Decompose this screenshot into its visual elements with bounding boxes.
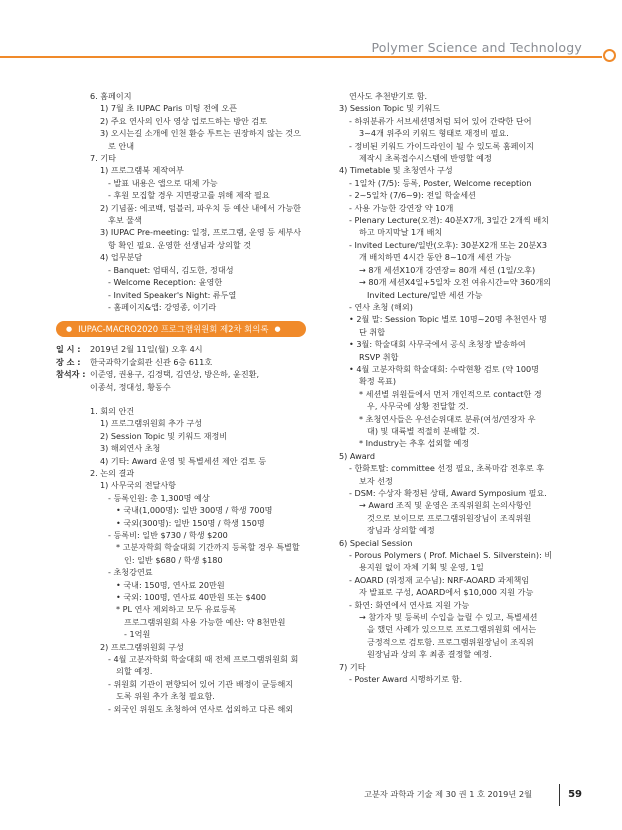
text-line: • 국내(1,000명): 일반 300명 / 학생 700명 [116,505,273,516]
banner-title: IUPAC-MACRO2020 프로그램위원회 제2차 회의록 [78,324,269,335]
meeting-info-row [56,343,335,355]
text-line: - 정비된 키워드 가이드라인이 될 수 있도록 홈페이지 [349,140,535,151]
text-line: 개 배치하면 4시간 동안 8~10개 세션 가능 [359,252,512,263]
info-key: 참석자 : [56,369,86,380]
meeting-info-row [56,368,335,380]
text-line: 보자 선정 [359,475,393,486]
text-line: • 국외: 100명, 연사료 40만원 또는 $400 [116,592,267,603]
text-line: - 홈페이지&앱: 강영종, 이기라 [108,301,217,312]
text-line: → 8개 세션X10개 강연장= 80개 세션 (1일/오후) [359,264,536,275]
text-line: 7. 기타 [90,153,116,164]
text-line: - 4월 고분자학회 학술대회 때 전체 프로그램위원회 회 [108,654,299,665]
text-line: 프로그램위원회 사용 가능한 예산: 약 8천만원 [124,616,286,627]
text-line: 4) 업무분담 [100,252,143,263]
left-column [56,90,335,715]
text-line: 1. 회의 안건 [90,405,135,416]
text-line: - 후원 모집할 경우 지면광고를 위해 제작 필요 [108,190,270,201]
text-line: 3) Session Topic 및 키워드 [339,103,441,114]
header-title: Polymer Science and Technology [371,40,582,55]
text-line: 1) 프로그램위원회 추가 구성 [100,418,203,429]
text-line: - Invited Lecture/일반(오후): 30분X2개 또는 20분X3 [349,239,547,250]
text-line: - Plenary Lecture(오전): 40분X7개, 3일간 2개씩 배치 [349,215,549,226]
info-value: 이준영, 권용구, 김경택, 김연상, 방은하, 윤진환, [90,369,260,380]
text-line: - DSM: 수상자 확정된 상태, Award Symposium 필요. [349,488,547,498]
text-line: * 세션별 위원들에서 먼저 개인적으로 contact한 경 [359,388,542,399]
text-line: 하고 마지막날 1개 배치 [359,227,443,238]
text-line: 2) 주요 연사의 인사 영상 업로드하는 방안 검토 [100,115,268,126]
text-line: - 1억원 [124,629,151,640]
text-line: 인: 일반 $680 / 학생 $180 [124,554,223,565]
text-line: • 국외(300명): 일반 150명 / 학생 150명 [116,517,265,528]
minutes-part-2 [80,405,335,715]
text-line: 자 발표로 구성, AOARD에서 $10,000 지원 가능 [359,587,534,598]
text-line: 3) IUPAC Pre-meeting: 일정, 프로그램, 운영 등 세부사 [100,227,302,238]
text-line: 단 취합 [359,326,386,337]
text-line: 것으로 보이므로 프로그램위원장님이 조직위원 [367,512,532,523]
text-line: 장님과 상의할 예정 [367,525,435,536]
text-line: Invited Lecture/일반 세션 가능 [367,289,483,300]
right-column [339,90,575,686]
text-line: 의할 예정. [116,666,153,677]
text-line: - 한화토탈: committee 선정 필요, 초록마감 전후로 후 [349,463,545,474]
info-key: 장 소 : [56,356,81,367]
info-value: 한국과학기술회관 신관 6층 611호 [90,356,213,367]
text-line: * 초청연사들은 우선순위대로 분류(여성/연장자 우 [359,413,536,424]
text-line: - 연사 초청 (해외) [349,301,413,312]
text-line: 2) 프로그램위원회 구성 [100,641,184,652]
text-line: 연사도 추천받기로 함. [349,91,428,101]
text-line: 1) 사무국의 전달사항 [100,480,177,491]
text-line: * 고분자학회 학술대회 기간까지 등록할 경우 특별할 [116,542,300,553]
text-line: 제작시 초록접수시스템에 반영할 예정 [359,153,492,164]
text-line: 2) 기념품: 에코백, 텀블러, 파우치 등 예산 내에서 가능한 [100,202,301,213]
text-line: - 화연: 화연에서 연사료 지원 가능 [349,599,470,610]
text-line: 7) 기타 [339,661,366,672]
text-line: 6) Special Session [339,537,413,548]
text-line: → 80개 세션X4일+5일차 오전 여유시간=약 360개의 [359,277,552,288]
text-line: - Poster Award 시행하기로 함. [349,674,463,685]
text-line: - 발표 내용은 앱으로 대체 가능 [108,177,218,188]
text-line: 2. 논의 결과 [90,467,135,478]
text-line: 4) Timetable 및 초청연사 구성 [339,165,453,176]
text-line: - 외국인 위원도 초청하여 연사로 섭외하고 다른 해외 [108,703,294,714]
text-line: - 초청강연료 [108,567,153,578]
info-value: 2019년 2월 11일(월) 오후 4시 [90,344,203,355]
text-line: - 2~5일차 (7/6~9): 전일 학술세션 [349,190,476,201]
text-line: - Banquet: 엄태식, 김도한, 정대성 [108,264,234,275]
meeting-info-row [56,356,335,368]
text-line: • 4월 고분자학회 학술대회: 수락현황 검토 (약 100명 [349,363,540,374]
text-line: * PL 연사 제외하고 모두 유료등록 [116,604,237,615]
page-number: 59 [568,789,582,800]
text-line: - Welcome Reception: 윤영한 [108,277,223,288]
text-line: RSVP 취합 [359,351,399,362]
info-value: 이종석, 정대성, 황동수 [90,381,171,392]
text-line: 용지원 없이 자체 기획 및 운영, 1일 [359,562,484,573]
meeting-info-row [56,381,335,393]
text-line: 원장님과 상의 후 최종 결정할 예정. [367,649,492,660]
text-line: - Porous Polymers ( Prof. Michael S. Silverstein): 비 [349,550,553,561]
text-line: 우, 사무국에 상황 전달할 것. [367,401,469,412]
text-line: 2) Session Topic 및 키워드 재정비 [100,430,228,441]
text-line: - Invited Speaker's Night: 류두열 [108,289,237,300]
text-line: 긍정적으로 검토함. 프로그램위원장님이 조직위 [367,636,534,647]
text-line: 3~4개 위주의 키워드 형태로 재정비 필요. [359,128,509,139]
info-key: 일 시 : [56,344,81,355]
footer-divider [559,784,561,806]
text-line: - AOARD (위정재 교수님): NRF-AOARD 과제책임 [349,574,530,585]
text-line: 6. 홈페이지 [90,91,132,101]
info-key [56,381,90,393]
header-rule [0,56,602,58]
text-line: 4) 기타: Award 운영 및 특별세션 제안 검토 등 [100,455,267,466]
minutes-part-1 [80,90,335,313]
meeting-info [56,343,335,393]
text-line: - 1일차 (7/5): 등록, Poster, Welcome reception [349,177,532,188]
minutes-part-3 [339,90,575,686]
text-line: 을 했던 사례가 있으므로 프로그램위원회 에서는 [367,624,537,635]
text-line: 로 안내 [108,140,135,151]
footer-citation: 고분자 과학과 기술 제 30 권 1 호 2019년 2월 [364,789,532,799]
text-line: 3) 해외연사 초청 [100,443,161,454]
text-line: - 사용 가능한 강연장 약 10개 [349,202,454,213]
text-line: - 등록인원: 총 1,300명 예상 [108,492,210,503]
text-line: 후보 물색 [108,215,142,226]
text-line: 항 확인 필요. 운영한 선생님과 상의할 것 [108,239,252,250]
text-line: • 2월 말: Session Topic 별로 10명~20명 추천연사 명 [349,314,547,325]
text-line: → Award 조직 및 운영은 조직위원회 논의사항인 [359,500,532,511]
text-line: - 등록비: 일반 $730 / 학생 $200 [108,530,228,540]
text-line: * Industry는 추후 섭외할 예정 [359,438,470,449]
text-line: 5) Award [339,450,375,461]
text-line: 대) 및 대륙별 적절히 분배할 것. [367,425,480,436]
text-line: 확정 목표) [359,376,397,387]
section-banner [56,321,306,337]
bullet-icon: ● [66,325,73,334]
text-line: 도록 위원 추가 초청 필요함. [116,691,215,702]
text-line: - 위원회 기관이 편향되어 있어 기관 배정이 균등해지 [108,678,294,689]
text-line: 1) 7월 초 IUPAC Paris 미팅 전에 오픈 [100,103,238,114]
text-line: 1) 프로그램북 제작여부 [100,165,184,176]
bullet-icon: ● [274,325,281,334]
text-line: 3) 오시는길 소개에 인천 환승 투트는 권장하지 않는 것으 [100,128,301,139]
text-line: - 하위분류가 서브세션명처럼 되어 있어 간략한 단어 [349,115,532,126]
text-line: • 3월: 학술대회 사무국에서 공식 초청장 발송하여 [349,339,526,350]
header-circle-ornament [603,49,616,62]
text-line: • 국내: 150명, 연사료 20만원 [116,579,225,590]
text-line: → 참가자 및 등록비 수입을 늘릴 수 있고, 특별세션 [359,612,538,623]
